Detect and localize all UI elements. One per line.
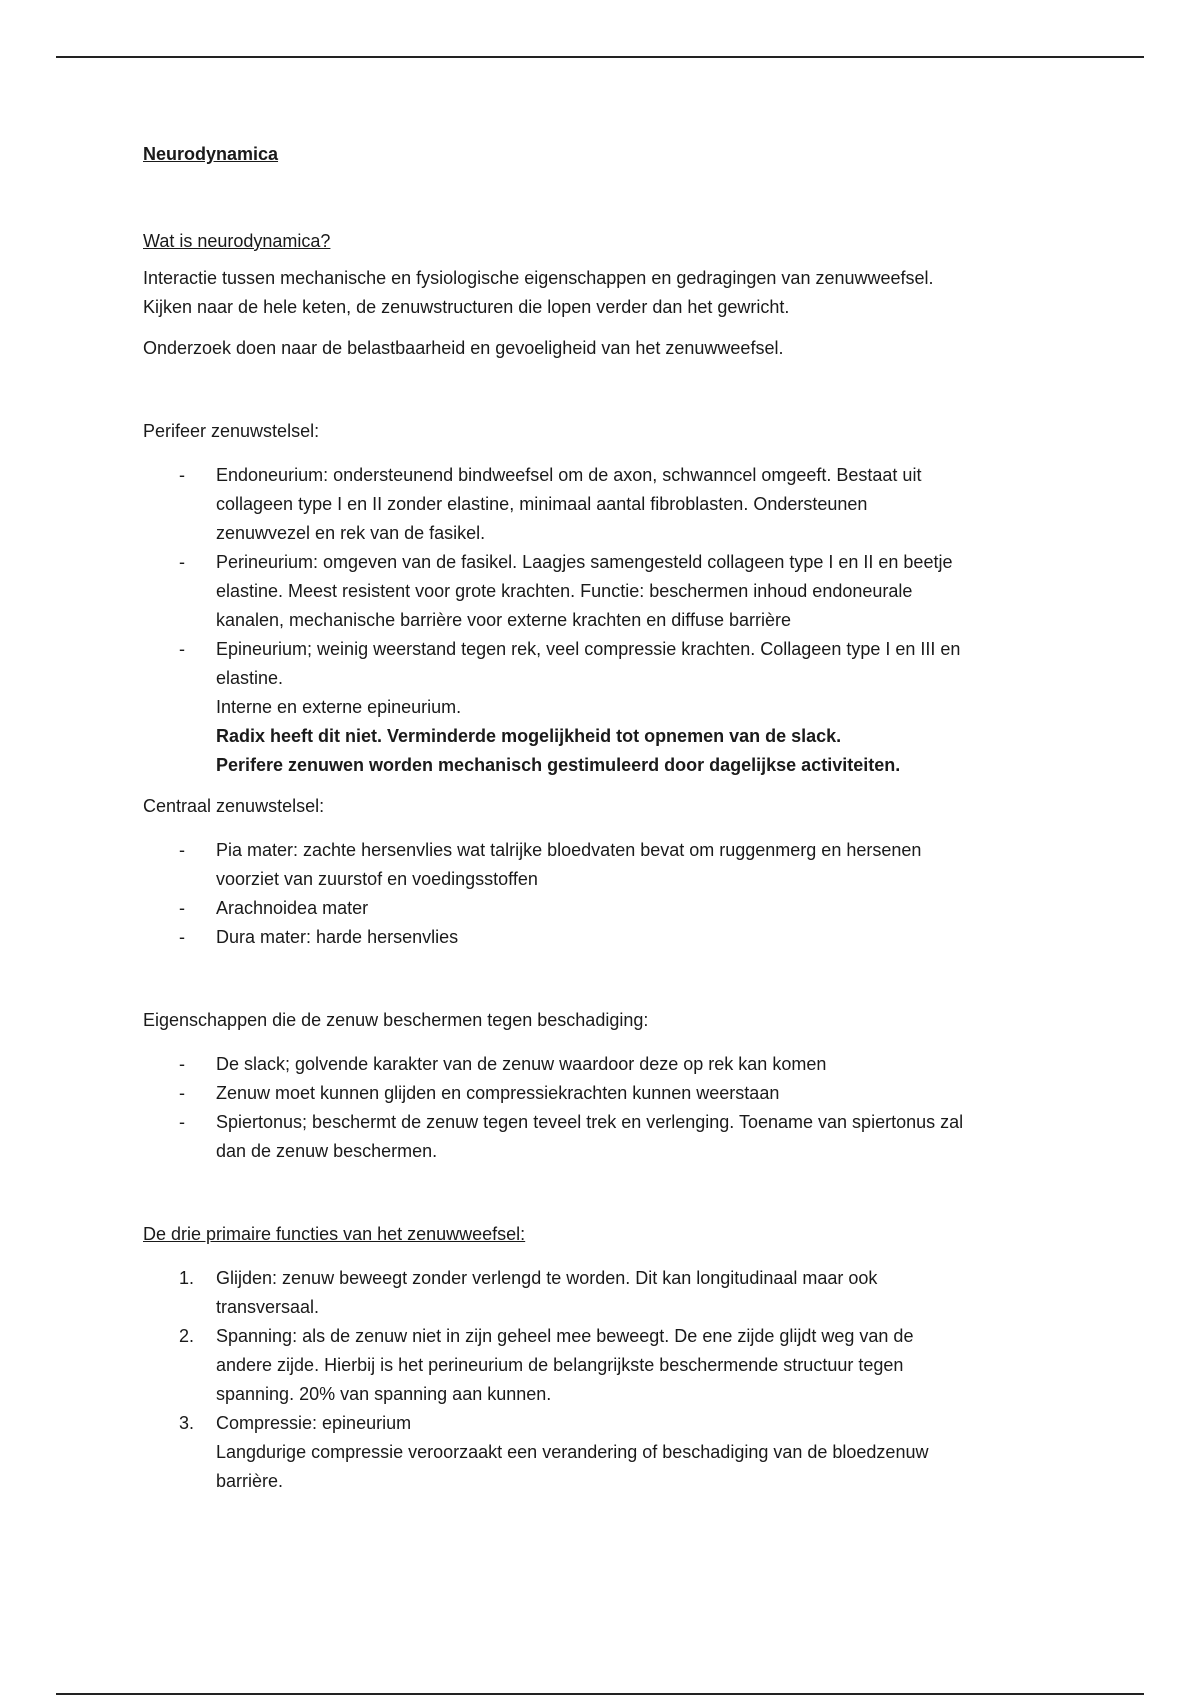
section-heading-perifeer: Perifeer zenuwstelsel: (143, 421, 320, 441)
list-item-line: Glijden: zenuw beweegt zonder verlengd te worden. Dit kan longitudinaal maar ook (216, 1268, 878, 1288)
list-item (143, 1079, 1063, 1108)
section-heading-primaire-functies: De drie primaire functies van het zenuwweefsel: (143, 1224, 526, 1244)
paragraph-line: Kijken naar de hele keten, de zenuwstructuren die lopen verder dan het gewricht. (143, 297, 790, 317)
list-number: 3. (179, 1413, 195, 1433)
list-item-line: De slack; golvende karakter van de zenuw waardoor deze op rek kan komen (216, 1054, 827, 1074)
centraal-list (143, 836, 1063, 952)
list-bullet: - (179, 1054, 185, 1074)
list-item-line: dan de zenuw beschermen. (216, 1141, 438, 1161)
bold-note-line: Perifere zenuwen worden mechanisch gestimuleerd door dagelijkse activiteiten. (216, 755, 901, 775)
list-item (143, 1409, 1063, 1496)
list-item-line: kanalen, mechanische barrière voor externe krachten en diffuse barrière (216, 610, 791, 630)
list-bullet: - (179, 465, 185, 485)
intro-paragraph (143, 264, 1063, 322)
list-number: 1. (179, 1268, 195, 1288)
list-number: 2. (179, 1326, 195, 1346)
primaire-functies-list (143, 1264, 1063, 1496)
list-item (143, 923, 1063, 952)
list-item-line: Spanning: als de zenuw niet in zijn geheel mee beweegt. De ene zijde glijdt weg van de (216, 1326, 914, 1346)
list-bullet: - (179, 639, 185, 659)
list-bullet: - (179, 927, 185, 947)
section-heading-centraal: Centraal zenuwstelsel: (143, 796, 325, 816)
list-item-line: andere zijde. Hierbij is het perineurium de belangrijkste beschermende structuur tegen (216, 1355, 904, 1375)
section-heading-eigenschappen: Eigenschappen die de zenuw beschermen tegen beschadiging: (143, 1010, 649, 1030)
list-item (143, 894, 1063, 923)
paragraph-line: Interactie tussen mechanische en fysiologische eigenschappen en gedragingen van zenuwweefsel. (143, 268, 934, 288)
list-item (143, 548, 1063, 635)
document-body (143, 140, 1063, 1496)
list-item (143, 461, 1063, 548)
list-bullet: - (179, 898, 185, 918)
perifeer-list (143, 461, 1063, 780)
list-item (143, 836, 1063, 894)
list-item-line: Langdurige compressie veroorzaakt een verandering of beschadiging van de bloedzenuw (216, 1442, 929, 1462)
list-item-line: Interne en externe epineurium. (216, 697, 462, 717)
list-item (143, 1050, 1063, 1079)
list-item-line: Endoneurium: ondersteunend bindweefsel om de axon, schwanncel omgeeft. Bestaat uit (216, 465, 922, 485)
list-item-line: transversaal. (216, 1297, 320, 1317)
list-item-line: Compressie: epineurium (216, 1413, 412, 1433)
list-item-line: Epineurium; weinig weerstand tegen rek, veel compressie krachten. Collageen type I en III en (216, 639, 961, 659)
list-bullet: - (179, 840, 185, 860)
list-item-line: Pia mater: zachte hersenvlies wat talrijke bloedvaten bevat om ruggenmerg en hersenen (216, 840, 922, 860)
onderzoek-paragraph: Onderzoek doen naar de belastbaarheid en gevoeligheid van het zenuwweefsel. (143, 338, 784, 358)
list-item (143, 1108, 1063, 1166)
section-heading-wat-is: Wat is neurodynamica? (143, 231, 331, 251)
footer-rule (56, 1693, 1144, 1695)
list-item-line: barrière. (216, 1471, 284, 1491)
eigenschappen-list (143, 1050, 1063, 1166)
list-item-line: voorziet van zuurstof en voedingsstoffen (216, 869, 538, 889)
list-item (143, 635, 1063, 780)
list-item (143, 1264, 1063, 1322)
list-item-line: Arachnoidea mater (216, 898, 369, 918)
bold-note-line: Radix heeft dit niet. Verminderde mogelijkheid tot opnemen van de slack. (216, 726, 842, 746)
list-item-line: Perineurium: omgeven van de fasikel. Laagjes samengesteld collageen type I en II en beetje (216, 552, 953, 572)
header-rule (56, 56, 1144, 58)
list-bullet: - (179, 552, 185, 572)
list-item-line: collageen type I en II zonder elastine, minimaal aantal fibroblasten. Ondersteunen (216, 494, 868, 514)
list-item-line: spanning. 20% van spanning aan kunnen. (216, 1384, 552, 1404)
list-item-line: Zenuw moet kunnen glijden en compressiekrachten kunnen weerstaan (216, 1083, 780, 1103)
list-item (143, 1322, 1063, 1409)
list-bullet: - (179, 1112, 185, 1132)
list-item-line: Dura mater: harde hersenvlies (216, 927, 459, 947)
list-item-line: elastine. (216, 668, 284, 688)
document-title: Neurodynamica (143, 144, 279, 164)
list-item-line: zenuwvezel en rek van de fasikel. (216, 523, 486, 543)
list-bullet: - (179, 1083, 185, 1103)
list-item-line: Spiertonus; beschermt de zenuw tegen teveel trek en verlenging. Toename van spiertonus zal (216, 1112, 964, 1132)
list-item-line: elastine. Meest resistent voor grote krachten. Functie: beschermen inhoud endoneurale (216, 581, 913, 601)
